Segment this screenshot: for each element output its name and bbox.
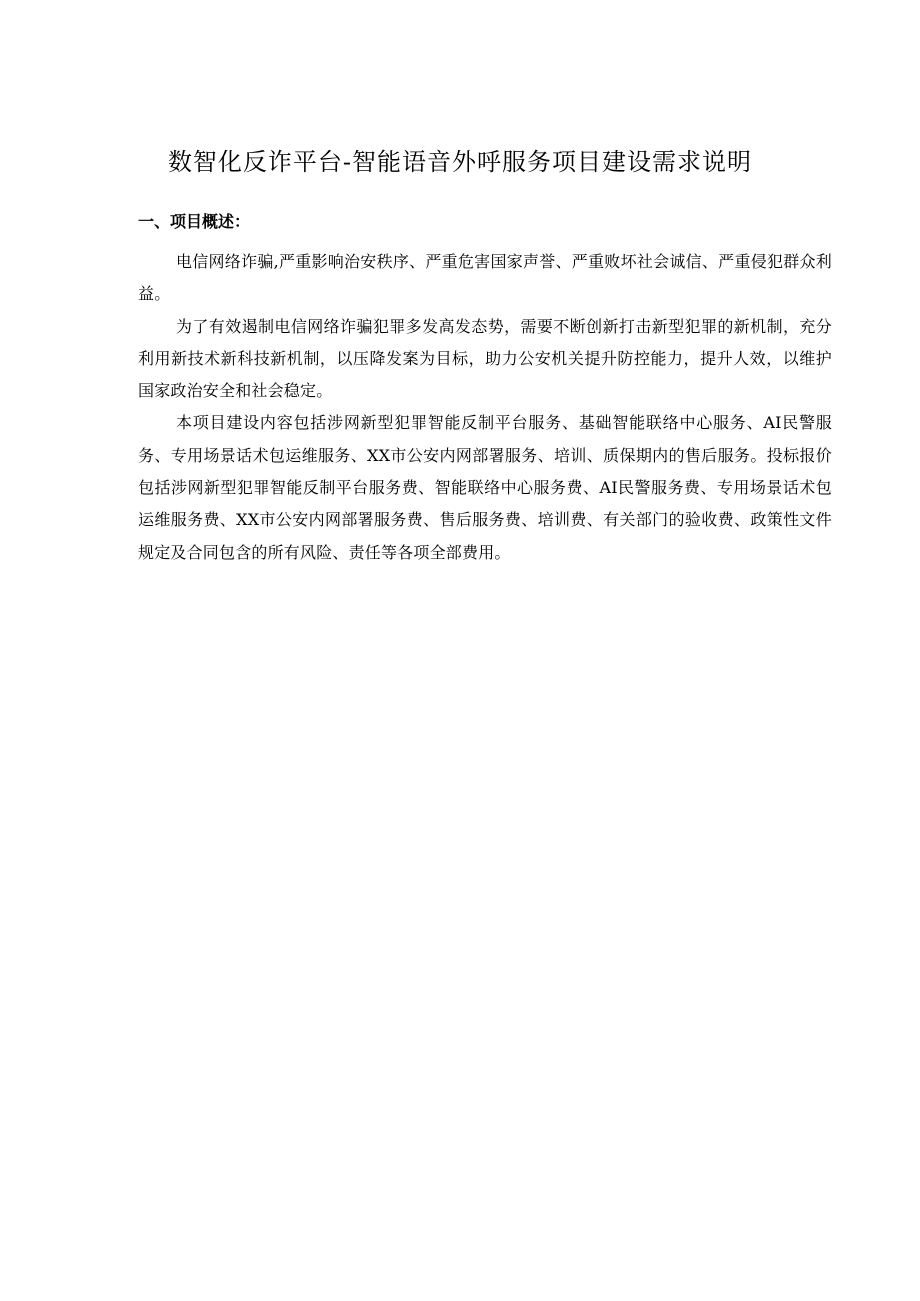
paragraph-1: 电信网络诈骗,严重影响治安秩序、严重危害国家声誉、严重败坏社会诚信、严重侵犯群众利益。 <box>138 252 832 304</box>
section-heading-overview: 一、项目概述： <box>138 212 251 231</box>
section-body <box>138 246 832 569</box>
document-title: 数智化反诈平台-智能语音外呼服务项目建设需求说明 <box>167 148 753 176</box>
paragraph-2: 为了有效遏制电信网络诈骗犯罪多发高发态势，需要不断创新打击新型犯罪的新机制，充分利用新技术新科技新机制，以压降发案为目标，助力公安机关提升防控能力，提升人效，以维护国家政治安全和社会稳定。 <box>138 316 832 401</box>
paragraph-3: 本项目建设内容包括涉网新型犯罪智能反制平台服务、基础智能联络中心服务、AI民警服务、专用场景话术包运维服务、XX市公安内网部署服务、培训、质保期内的售后服务。投标报价包括涉网新型犯罪智能反制平台服务费、智能联络中心服务费、AI民警服务费、专用场景话术包运维服务费、XX市公安内网部署服务费、售后服务费、培训费、有关部门的验收费、政策性文件规定及合同包含的所有风险、责任等各项全部费用。 <box>138 413 832 562</box>
